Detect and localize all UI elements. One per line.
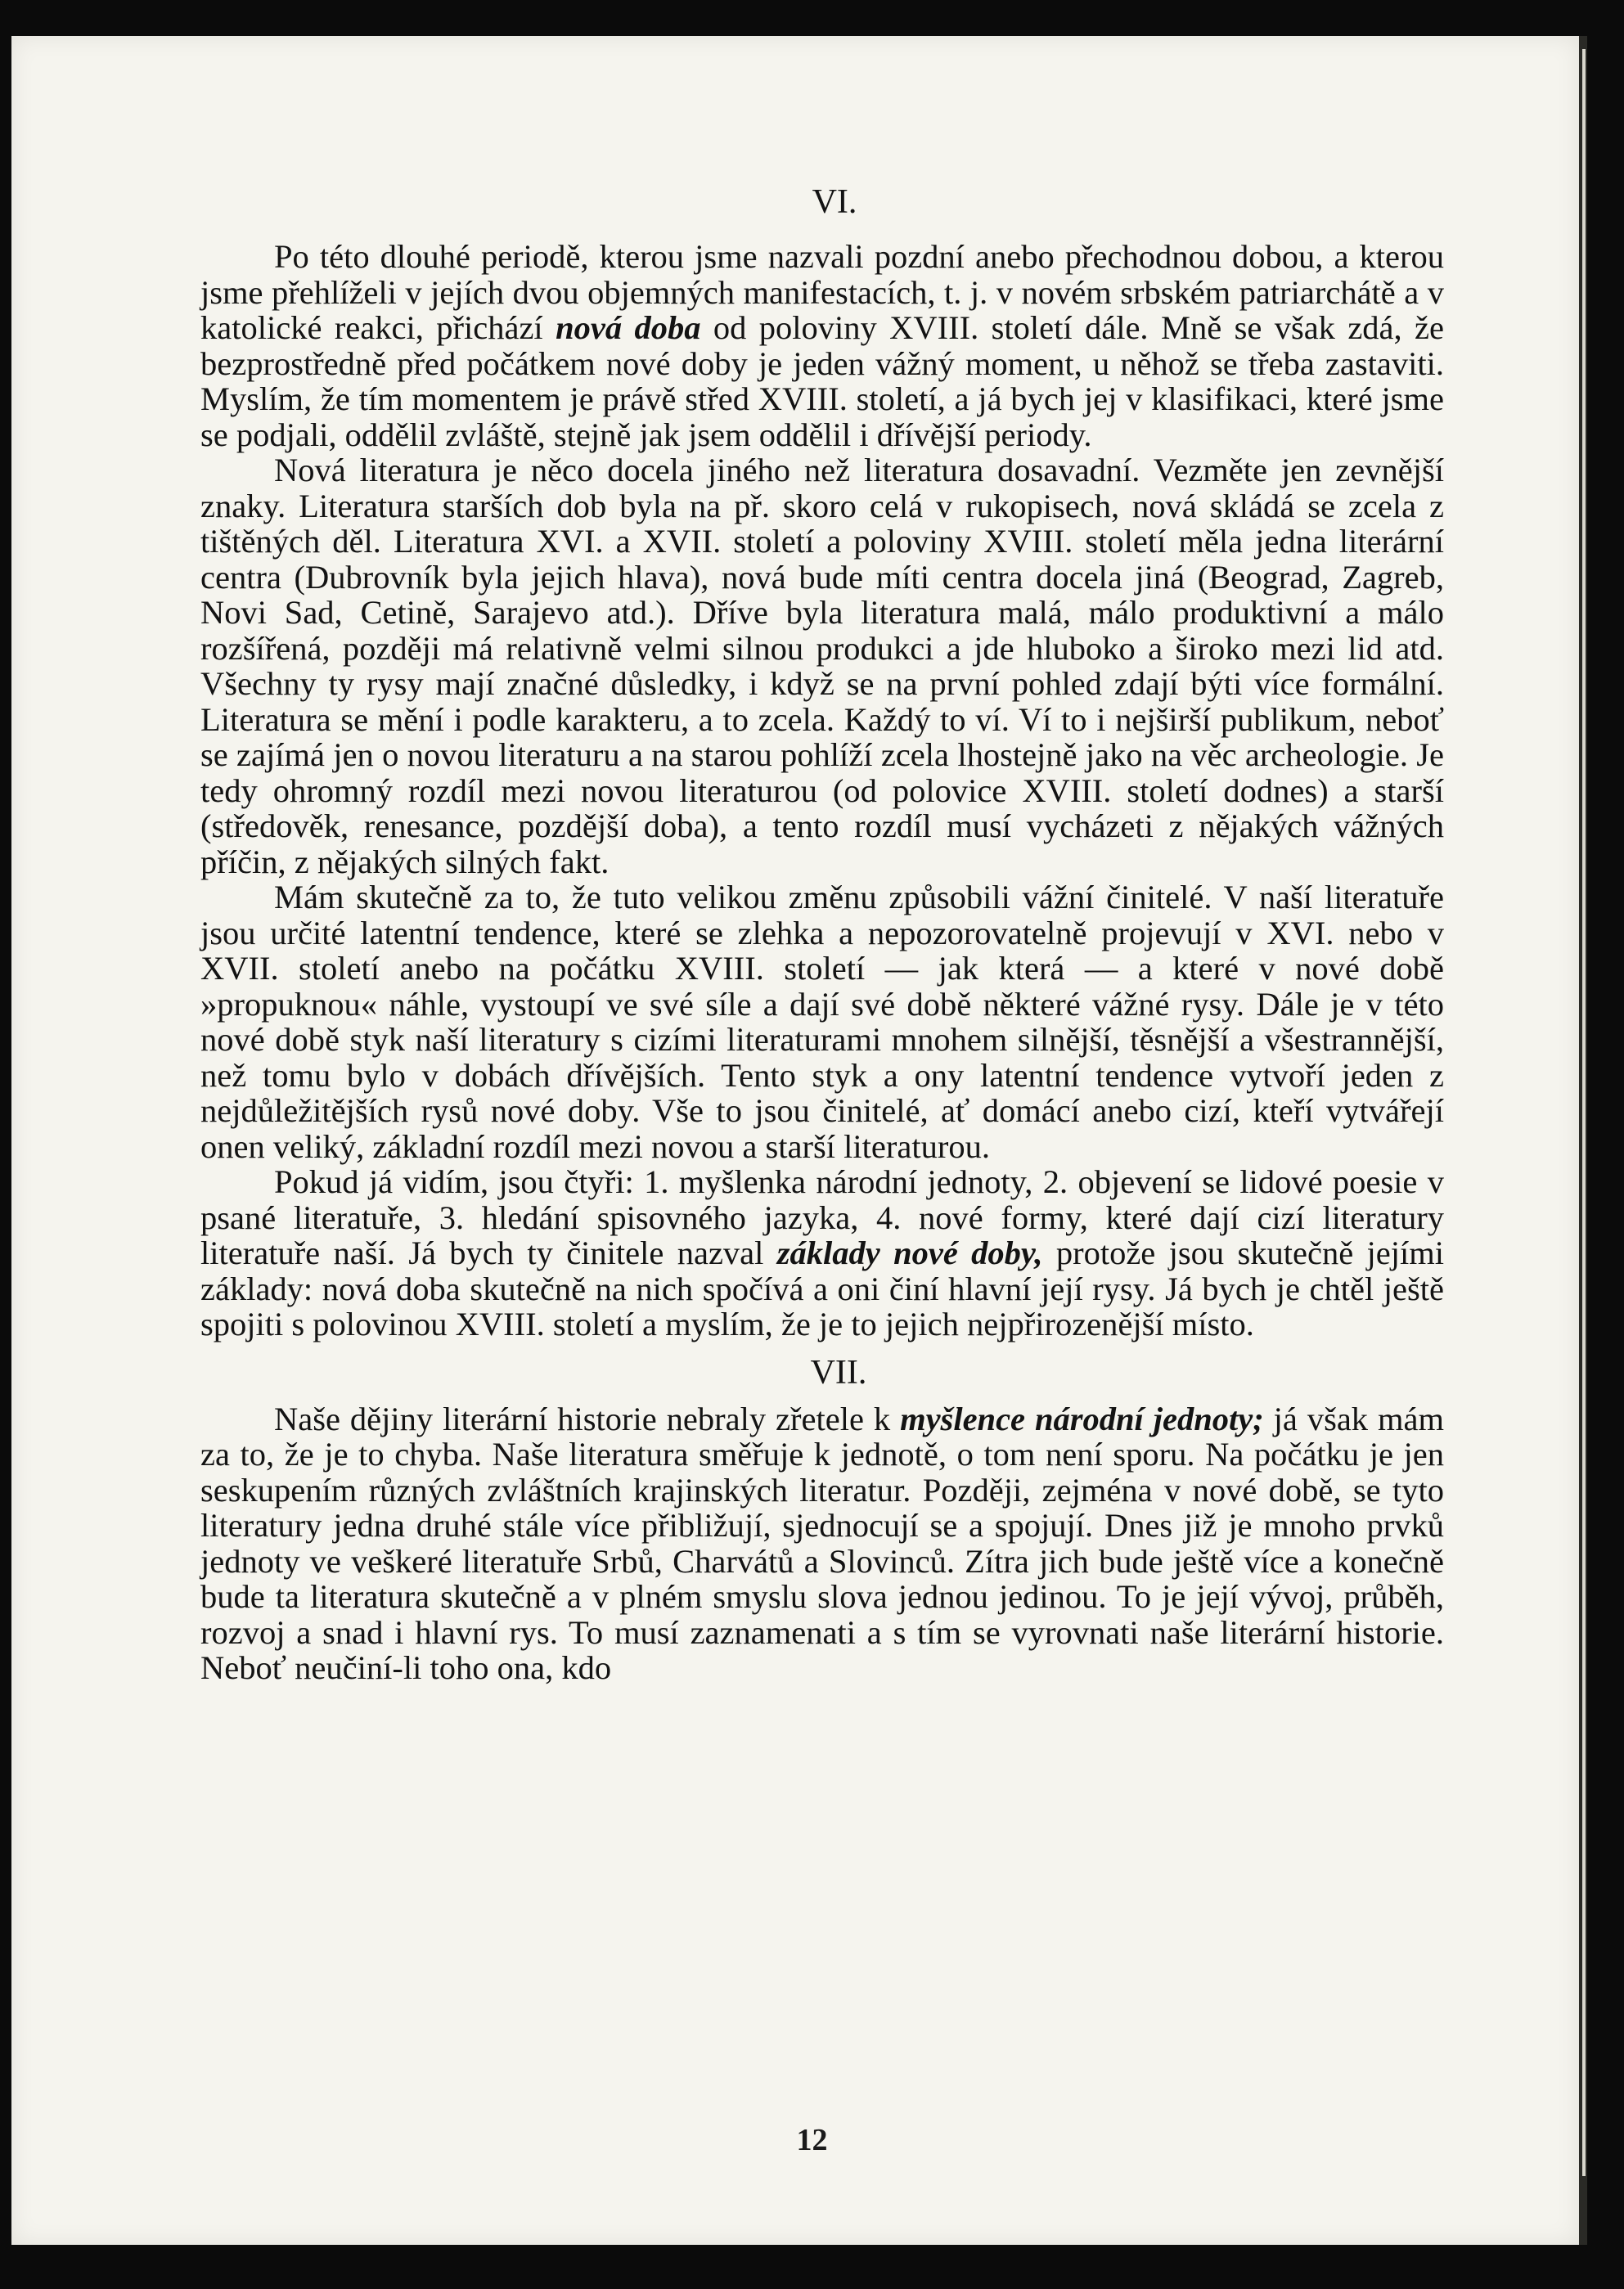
paragraph-text: od poloviny XVIII. století dále. Mně se však zdá, že bezprostředně před počátkem nové doby je jeden vážný moment, u něhož se třeba zastaviti. Myslím, že tím momentem je právě střed XVIII. století, a já bych jej v klasifikaci, které jsme se podjali, oddělil zvláště, stejně jak jsem oddělil i dřívější periody.	[200, 309, 1444, 453]
paragraph-vi-3: Mám skutečně za to, že tuto velikou změnu způsobili vážní činitelé. V naší literatuře jsou určité latentní tendence, které se zlehka a nepozorovatelně projevují v XVI. nebo v XVII. století anebo na počátku XVIII. století — jak která — a které v nové době »propuknou« náhle, vystoupí ve své síle a dají své době některé vážné rysy. Dále je v této nové době styk naší literatury s cizími literaturami mnohem silnější, těsnější a všestrannější, než tomu bylo v dobách dřívějších. Tento styk a ony latentní tendence vytvoří jeden z nejdůležitějších rysů nové doby. Vše to jsou činitelé, ať domácí anebo cizí, kteří vytvářejí onen veliký, základní rozdíl mezi novou a starší literaturou.	[200, 879, 1444, 1165]
page-number: 12	[796, 2123, 828, 2157]
paragraph-text: Naše dějiny literární historie nebraly zřetele k	[274, 1400, 901, 1437]
page-edge	[1582, 49, 1586, 2176]
paragraph-vi-2: Nová literatura je něco docela jiného než literatura dosavadní. Vezměte jen zevnější znaky. Literatura starších dob byla na př. skoro celá v rukopisech, nová skládá se zcela z tištěných děl. Literatura XVI. a XVII. století a poloviny XVIII. století měla jedna literární centra (Dubrovník byla jejich hlava), nová bude míti centra docela jiná (Beograd, Zagreb, Novi Sad, Cetině, Sarajevo atd.). Dříve byla literatura malá, málo produktivní a málo rozšířená, později má relativně velmi silnou produkci a jde hluboko a široko mezi lid atd. Všechny ty rysy mají značné důsledky, i když se na první pohled zdají býti více formální. Literatura se mění i podle karakteru, a to zcela. Každý to ví. Ví to i nejširší publikum, neboť se zajímá jen o novou literaturu a na starou pohlíží zcela lhostejně jako na věc archeologie. Je tedy ohromný rozdíl mezi novou literaturou (od polovice XVIII. století dodnes) a starší (středověk, renesance, pozdější doba), a tento rozdíl musí vycházeti z nějakých vážných příčin, z nějakých silných fakt.	[200, 452, 1444, 880]
paragraph-text: já však mám za to, že je to chyba. Naše literatura směřuje k jednotě, o tom není sporu. Na počátku je jen seskupením různých zvláštních krajinských literatur. Později, zejména v nové době, se tyto literatury jedna druhé stále více přibližují, sjednocují se a spojují. Dnes již je mnoho prvků jednoty ve veškeré literatuře Srbů, Charvátů a Slovinců. Zítra jich bude ještě více a konečně bude ta literatura skutečně a v plném smyslu slova jednou jedinou. To je její vývoj, průběh, rozvoj a snad i hlavní rys. To musí zaznamenati a s tím se vyrovnati naše literární historie. Neboť neučiní-li toho ona, kdo	[200, 1400, 1444, 1686]
paragraph-text: Po této dlouhé periodě, kterou jsme nazvali pozdní anebo přechodnou dobou, a kterou jsme přehlíželi v jejích dvou objemných manifestacích, t. j. v novém srbském patriarchátě a v katolické reakci, přichází	[200, 238, 1444, 346]
emphasis-text: nová doba	[556, 309, 701, 346]
page-text	[200, 182, 1444, 1686]
emphasis-text: základy nové doby,	[776, 1234, 1043, 1271]
paragraph-text: protože jsou skutečně jejími základy: nová doba skutečně na nich spočívá a oni činí hlavní její rysy. Já bych je chtěl ještě spojiti s polovinou XVIII. století a myslím, že je to jejich nejpřirozenější místo.	[200, 1234, 1444, 1342]
paragraph-vi-4	[200, 1164, 1444, 1342]
section-heading-vi: VI.	[812, 183, 857, 221]
paragraph-vii-1	[200, 1401, 1444, 1686]
emphasis-text: myšlence národní jednoty;	[900, 1400, 1264, 1437]
paragraph-text: Pokud já vidím, jsou čtyři: 1. myšlenka národní jednoty, 2. objevení se lidové poesie v psané literatuře, 3. hledání spisovného jazyka, 4. nové formy, které dají cizí literatury literatuře naší. Já bych ty činitele nazval	[200, 1163, 1444, 1271]
section-heading-vii: VII.	[810, 1353, 867, 1392]
paragraph-vi-1	[200, 239, 1444, 452]
